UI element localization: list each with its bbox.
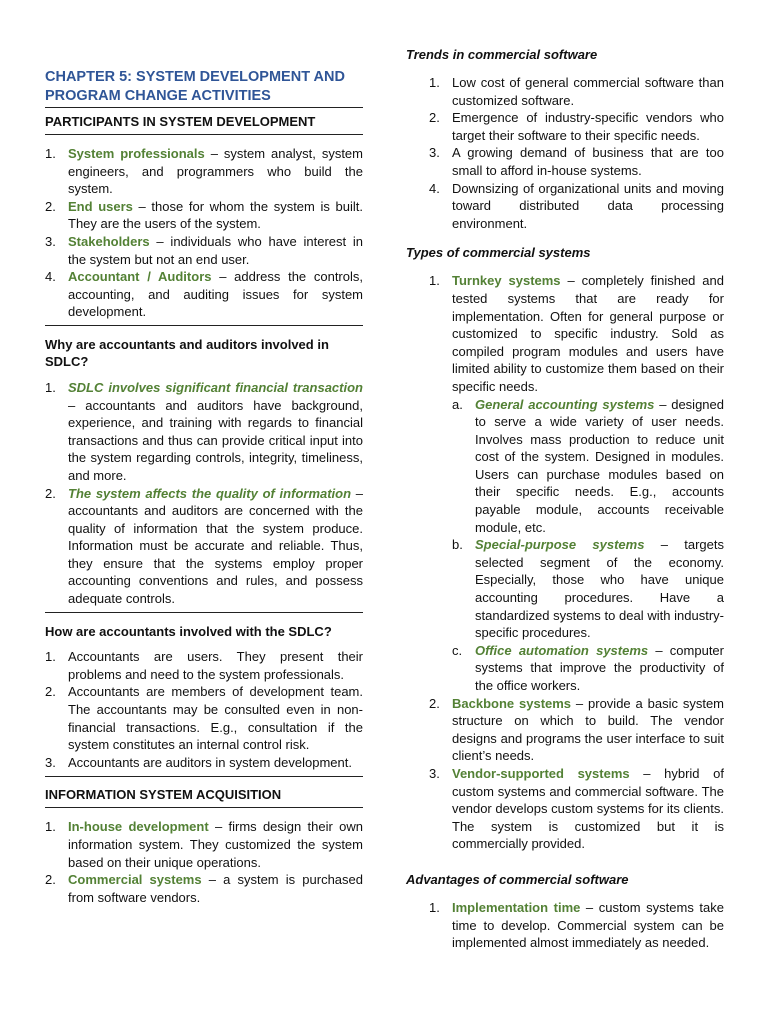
list-item [45,379,363,485]
right-column [406,0,724,952]
item-text: – system analyst, system engineers, and programmers who build the system. [68,146,363,197]
item-text: A growing demand of business that are too small to afford in-house systems. [452,145,724,178]
term: Implementation time [452,899,581,915]
advantages-list [429,899,724,952]
item-number: 2. [45,684,56,700]
item-number: 3. [45,754,56,770]
item-number: 2. [429,695,440,711]
why-list [45,379,363,608]
trends-list [429,74,724,232]
item-number: 2. [45,872,56,888]
item-number: 2. [429,110,440,126]
chapter-title: CHAPTER 5: SYSTEM DEVELOPMENT AND PROGRAM CHANGE ACTIVITIES [45,69,345,104]
list-item [429,109,724,144]
item-text: Accountants are users. They present their problems and need to the system professionals. [68,649,363,682]
why-question: Why are accountants and auditors involved in SDLC? [45,336,329,370]
participants-heading: PARTICIPANTS IN SYSTEM DEVELOPMENT [45,114,316,129]
item-number: 1. [45,146,56,161]
item-text: – firms design their own information system. They customized the system based on their unique operations. [68,819,363,870]
how-question: How are accountants involved with the SDLC? [45,623,332,639]
term: SDLC involves significant financial transaction [68,379,363,395]
item-number: 1. [45,379,56,395]
term: System professionals [68,146,205,161]
list-item [429,144,724,179]
list-item [45,648,363,683]
item-text: – provide a basic system structure on which to build. The vendor designs and programs the user interface to suit client’s needs. [452,695,724,764]
types-list [429,272,724,853]
term: Commercial systems [68,872,202,888]
advantages-heading: Advantages of commercial software [406,871,629,887]
item-number: 2. [45,485,56,501]
term: Accountant / Auditors [68,269,212,285]
divider [45,807,363,808]
item-number: 1. [45,649,56,665]
item-text: Emergence of industry-specific vendors who target their software to their specific needs. [452,110,724,143]
item-number: 3. [429,765,440,781]
turnkey-sublist [452,396,724,695]
term: Office automation systems [475,642,649,658]
list-item [45,871,363,906]
list-item [45,145,363,198]
list-item [45,683,363,753]
list-item [45,268,363,321]
term: General accounting systems [475,396,655,412]
participants-list [45,145,363,321]
item-text: – custom systems take time to develop. Commercial system can be implemented almost immediately as needed. [452,899,724,951]
item-number: 1. [429,899,440,915]
acquisition-heading: INFORMATION SYSTEM ACQUISITION [45,787,282,803]
item-text: – those for whom the system is built. They are the users of the system. [68,198,363,232]
term: Special-purpose systems [475,537,645,553]
item-text: – targets selected segment of the economy. Especially, those who have unique accounting procedures. Have a standardized systems to deal with industry-specific procedures. [475,537,724,641]
item-text: Low cost of general commercial software than customized software. [452,75,724,108]
item-letter: b. [452,537,463,553]
item-letter: c. [452,642,463,658]
item-number: 3. [45,233,56,249]
list-item [429,695,724,765]
left-column [45,0,363,906]
item-number: 1. [429,75,440,90]
list-item [452,396,724,537]
term: Stakeholders [68,233,150,249]
list-item [429,272,724,694]
item-text: – address the controls, accounting, and auditing issues for system development. [68,269,363,320]
item-text: – accountants and auditors have background, experience, and training with regards to financial transactions and thus can provide critical input into the system regarding controls, integrity, timeliness, and more. [68,397,363,483]
list-item [45,818,363,871]
item-text: Downsizing of organizational units and moving toward distributed data processing environment. [452,180,724,231]
item-number: 1. [45,819,56,835]
item-text: – accountants and auditors are concerned with the quality of information that the system produce. Information must be accurate and reliable. Thus, they ensure that the systems employ proper accounting conventions and rules, and possess adequate controls. [68,485,364,607]
list-item [452,536,724,642]
term: Turnkey systems [452,273,561,289]
list-item [45,754,363,772]
term: End users [68,198,133,214]
item-text: Accountants are auditors in system development. [68,754,352,770]
list-item [45,485,363,608]
item-text: – completely finished and tested systems that are ready for implementation. Often for general purpose or customized to specific industry. Sold as compiled program modules and users have limited ability to customize them based on their specific needs. [452,273,724,394]
divider [45,134,363,135]
item-number: 2. [45,198,56,214]
list-item [429,180,724,233]
item-number: 3. [429,145,440,161]
item-letter: a. [452,396,463,412]
list-item [429,765,724,853]
item-text: – designed to serve a wide variety of user needs. Involves mass production to reduce unit cost of the system. Designed in modules. Users can purchase modules based on their specific needs. E.g., accounts payable module, accounts receivable module, etc. [475,396,724,535]
item-text: – individuals who have interest in the system but not an end user. [68,233,363,267]
item-text: – hybrid of custom systems and commercial software. The vendor develops custom systems for its clients. The system is customized but it is commercially provided. [452,765,724,852]
list-item [429,899,724,952]
term: In-house development [68,819,209,835]
item-number: 4. [429,180,440,196]
types-heading: Types of commercial systems [406,245,591,261]
trends-heading: Trends in commercial software [406,47,598,62]
acquisition-list [45,818,363,906]
list-item [45,233,363,268]
how-list [45,648,363,771]
item-text: Accountants are members of development team. The accountants may be consulted even in non-financial transactions. E.g., consultation if the system constitutes an internal control risk. [68,684,363,753]
term: Vendor-supported systems [452,765,630,781]
list-item [452,642,724,695]
list-item [429,74,724,109]
item-number: 4. [45,269,56,285]
item-text: – a system is purchased from software vendors. [68,872,363,905]
list-item [45,198,363,233]
item-text: – computer systems that improve the productivity of the office workers. [475,642,724,693]
term: Backbone systems [452,695,572,711]
item-number: 1. [429,273,440,289]
term: The system affects the quality of information [68,485,352,501]
